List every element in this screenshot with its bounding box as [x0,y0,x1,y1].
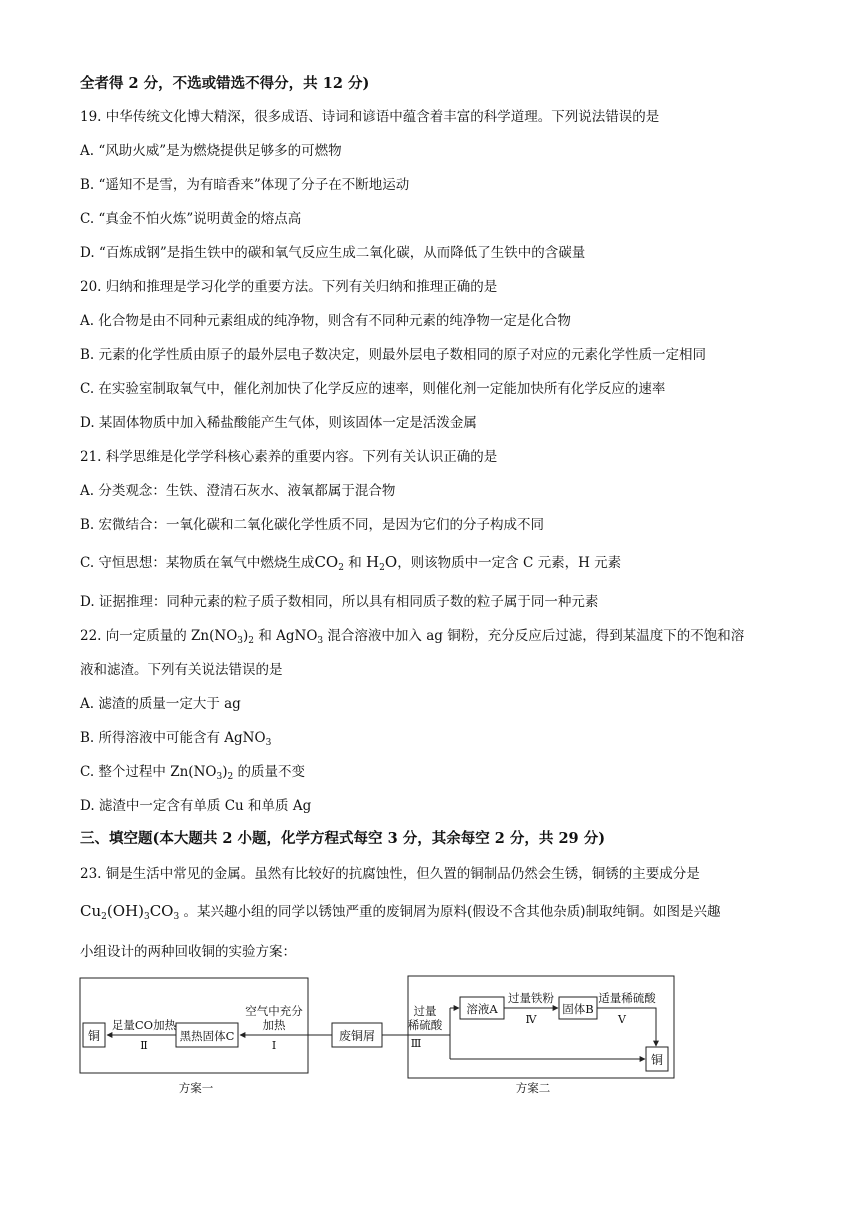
q21-option-a: A. 分类观念：生铁、澄清石灰水、液氧都属于混合物 [80,483,396,499]
plan1-step1-label-2: 加热 [262,1018,286,1032]
plan1-step1-num: Ⅰ [271,1039,277,1052]
q19-option-a: A. “风助火威”是为燃烧提供足够多的可燃物 [80,143,342,159]
plan2-step4-label: 过量铁粉 [508,991,554,1005]
plan2-step5-num: Ⅴ [618,1013,626,1026]
copper-recovery-diagram [78,975,678,1100]
plan1-black-solid-label: 黑热固体C [179,1029,235,1043]
q22-option-b: B. 所得溶液中可能含有 AgNO$_3$ [80,730,272,748]
q23-line2: $Cu_2(OH)_3CO_3$ 。某兴趣小组的同学以锈蚀严重的废铜屑为原料(假设不含其他杂质)制取纯铜。如图是兴趣 [80,902,721,922]
plan2-solution-a-label: 溶液A [466,1002,498,1016]
q22-stem-line2: 液和滤渣。下列有关说法错误的是 [80,662,283,678]
q21-c-post: ，则该物质中一定含 C 元素，H 元素 [397,555,622,571]
q19-option-b: B. “遥知不是雪，为有暗香来”体现了分子在不断地运动 [80,177,410,193]
plan2-acid-label-2: 稀硫酸 [407,1018,443,1032]
plan2-step3-num: Ⅲ [410,1037,422,1050]
q20-stem: 20. 归纳和推理是学习化学的重要方法。下列有关归纳和推理正确的是 [80,279,498,295]
plan2-step4-num: Ⅳ [525,1013,537,1026]
q21-option-d: D. 证据推理：同种元素的粒子质子数相同，所以具有相同质子数的粒子属于同一种元素 [80,594,599,610]
q21-c-mid: 和 [348,555,362,571]
formula-h2o: $H_2O$ [366,553,398,573]
q23-line3: 小组设计的两种回收铜的实验方案： [80,944,296,960]
plan2-copper-label: 铜 [650,1053,664,1067]
plan1-caption: 方案一 [178,1081,214,1095]
plan2-step5-label: 适量稀硫酸 [598,991,656,1005]
waste-copper-label: 废铜屑 [338,1029,376,1043]
q21-option-c [80,552,621,573]
formula-basic-copper-carbonate: $Cu_2(OH)_3CO_3$ [80,902,180,922]
q22-option-d: D. 滤渣中一定含有单质 Cu 和单质 Ag [80,798,312,814]
q21-c-pre: C. 守恒思想：某物质在氧气中燃烧生成 [80,555,315,571]
q19-option-c: C. “真金不怕火炼”说明黄金的熔点高 [80,211,302,227]
q19-stem: 19. 中华传统文化博大精深，很多成语、诗词和谚语中蕴含着丰富的科学道理。下列说法错误的是 [80,109,660,125]
q22-option-a: A. 滤渣的质量一定大于 ag [80,696,241,712]
q20-option-b: B. 元素的化学性质由原子的最外层电子数决定，则最外层电子数相同的原子对应的元素化学性质一定相同 [80,347,707,363]
q22-option-c: C. 整个过程中 $Zn(NO_3)_2$ 的质量不变 [80,764,305,782]
q23-line1: 23. 铜是生活中常见的金属。虽然有比较好的抗腐蚀性，但久置的铜制品仍然会生锈，铜锈的主要成分是 [80,866,700,882]
q20-option-a: A. 化合物是由不同种元素组成的纯净物，则含有不同种元素的纯净物一定是化合物 [80,313,571,329]
q20-option-d: D. 某固体物质中加入稀盐酸能产生气体，则该固体一定是活泼金属 [80,415,477,431]
section-intro: 全者得 2 分，不选或错选不得分，共 12 分) [80,75,370,92]
section3-heading: 三、填空题(本大题共 2 小题，化学方程式每空 3 分，其余每空 2 分，共 29 分) [80,830,606,847]
q20-option-c: C. 在实验室制取氧气中，催化剂加快了化学反应的速率，则催化剂一定能加快所有化学反应的速率 [80,381,666,397]
plan2-acid-label-1: 过量 [413,1004,437,1018]
q19-option-d: D. “百炼成钢”是指生铁中的碳和氧气反应生成二氧化碳，从而降低了生铁中的含碳量 [80,245,586,261]
plan2-solid-b-label: 固体B [562,1002,594,1016]
plan1-step2-num: Ⅱ [140,1039,148,1052]
plan1-step2-label: 足量CO加热 [111,1018,177,1032]
plan2-arrow-step5 [597,1008,656,1046]
q21-stem: 21. 科学思维是化学学科核心素养的重要内容。下列有关认识正确的是 [80,449,498,465]
plan1-step1-label-1: 空气中充分 [245,1004,303,1018]
plan1-copper-label: 铜 [87,1029,101,1043]
q21-option-b: B. 宏微结合：一氧化碳和二氧化碳化学性质不同，是因为它们的分子构成不同 [80,517,545,533]
formula-co2: $CO_2$ [314,553,344,573]
plan2-caption: 方案二 [515,1081,551,1095]
q22-stem: 22. 向一定质量的 $Zn(NO_3)_2$ 和 AgNO$_3$ 混合溶液中加入 ag 铜粉，充分反应后过滤，得到某温度下的不饱和溶 [80,628,745,646]
